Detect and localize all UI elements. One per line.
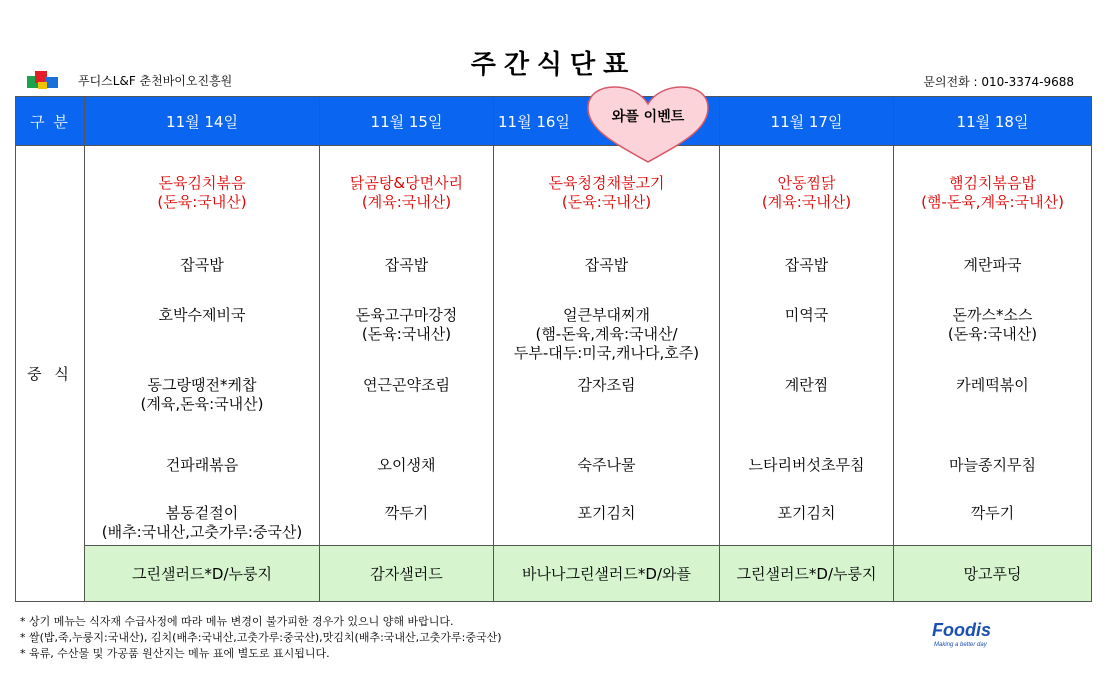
header-day-2: 11월 15일 <box>320 97 494 146</box>
menu-cell <box>720 146 894 546</box>
menu-item: 깍두기 <box>970 504 1015 522</box>
side-dish-cell: 그린샐러드*D/누룽지 <box>720 546 894 602</box>
footnote: * 상기 메뉴는 식자재 수급사정에 따라 메뉴 변경이 불가피한 경우가 있으니 양해 바랍니다. <box>20 615 454 628</box>
menu-item: 미역국 <box>784 306 829 324</box>
menu-item: 포기김치 <box>577 504 636 522</box>
menu-item: 카레떡볶이 <box>956 376 1029 394</box>
menu-item: 호박수제비국 <box>158 306 246 324</box>
side-dish-cell: 바나나그린샐러드*D/와플 <box>494 546 720 602</box>
menu-item: 깍두기 <box>384 504 429 522</box>
menu-item: 숙주나물 <box>577 456 636 474</box>
menu-cell <box>494 146 720 546</box>
header-day-5: 11월 18일 <box>894 97 1092 146</box>
menu-item: 잡곡밥 <box>784 256 829 274</box>
footnote: * 쌀(밥,죽,누룽지:국내산), 김치(배추:국내산,고춧가루:중국산),맛김치(배추:국내산,고춧가루:중국산) <box>20 631 502 644</box>
menu-cell <box>894 146 1092 546</box>
brand-tagline: Making a better day <box>934 642 987 648</box>
header-day-1: 11월 14일 <box>85 97 320 146</box>
company-name: 푸디스L&F 춘천바이오진흥원 <box>78 74 233 88</box>
menu-item: 돈육고구마강정 (돈육:국내산) <box>355 306 458 343</box>
menu-item: 잡곡밥 <box>180 256 224 274</box>
lunch-row <box>16 146 1092 546</box>
page-title: 주간식단표 <box>470 50 637 80</box>
menu-item: 계란찜 <box>784 376 829 394</box>
menu-item: 건파래볶음 <box>165 456 239 474</box>
brand-logo: Foodis <box>932 620 991 640</box>
menu-item: 마늘종지무침 <box>949 456 1036 474</box>
menu-item: 잡곡밥 <box>384 256 429 274</box>
main-dish: 돈육김치볶음 (돈육:국내산) <box>157 174 247 211</box>
footnotes <box>20 614 502 662</box>
menu-cell <box>320 146 494 546</box>
main-dish: 닭곰탕&당면사리 (계육:국내산) <box>349 174 464 211</box>
header-day-3-label: 11월 16일 <box>498 112 570 131</box>
side-row <box>16 546 1092 602</box>
main-dish: 돈육청경채불고기 (돈육:국내산) <box>548 174 665 211</box>
menu-item: 얼큰부대찌개 (햄-돈육,계육:국내산/ 두부-대두:미국,캐나다,호주) <box>513 306 700 362</box>
menu-item: 잡곡밥 <box>584 256 629 274</box>
colored-blocks-logo-icon <box>25 68 61 90</box>
side-dish-cell: 망고푸딩 <box>894 546 1092 602</box>
menu-item: 오이생채 <box>377 456 436 474</box>
contact-phone: 문의전화 : 010-3374-9688 <box>923 75 1074 89</box>
menu-item: 느타리버섯초무침 <box>748 456 865 474</box>
footnote: * 육류, 수산물 및 가공품 원산지는 메뉴 표에 별도로 표시됩니다. <box>20 647 330 660</box>
header-category: 구 분 <box>16 97 85 146</box>
header-row <box>16 97 1092 146</box>
menu-item: 돈까스*소스 (돈육:국내산) <box>947 306 1038 343</box>
menu-item: 포기김치 <box>777 504 836 522</box>
side-dish-cell: 그린샐러드*D/누룽지 <box>85 546 320 602</box>
event-badge: 와플 이벤트 <box>611 109 685 125</box>
menu-item: 연근곤약조림 <box>363 376 450 394</box>
main-dish: 안동찜닭 (계육:국내산) <box>761 174 852 211</box>
menu-item: 감자조림 <box>577 376 636 394</box>
header-day-4: 11월 17일 <box>720 97 894 146</box>
menu-item: 동그랑땡전*케찹 (계육,돈육:국내산) <box>140 376 264 413</box>
menu-item: 봄동겉절이 (배추:국내산,고춧가루:중국산) <box>101 504 303 541</box>
main-dish: 햄김치볶음밥 (햄-돈육,계육:국내산) <box>921 174 1064 211</box>
side-dish-cell: 감자샐러드 <box>320 546 494 602</box>
menu-item: 계란파국 <box>963 256 1022 274</box>
lunch-label: 중 식 <box>16 146 85 602</box>
menu-cell <box>85 146 320 546</box>
weekly-menu-table <box>15 96 1092 602</box>
